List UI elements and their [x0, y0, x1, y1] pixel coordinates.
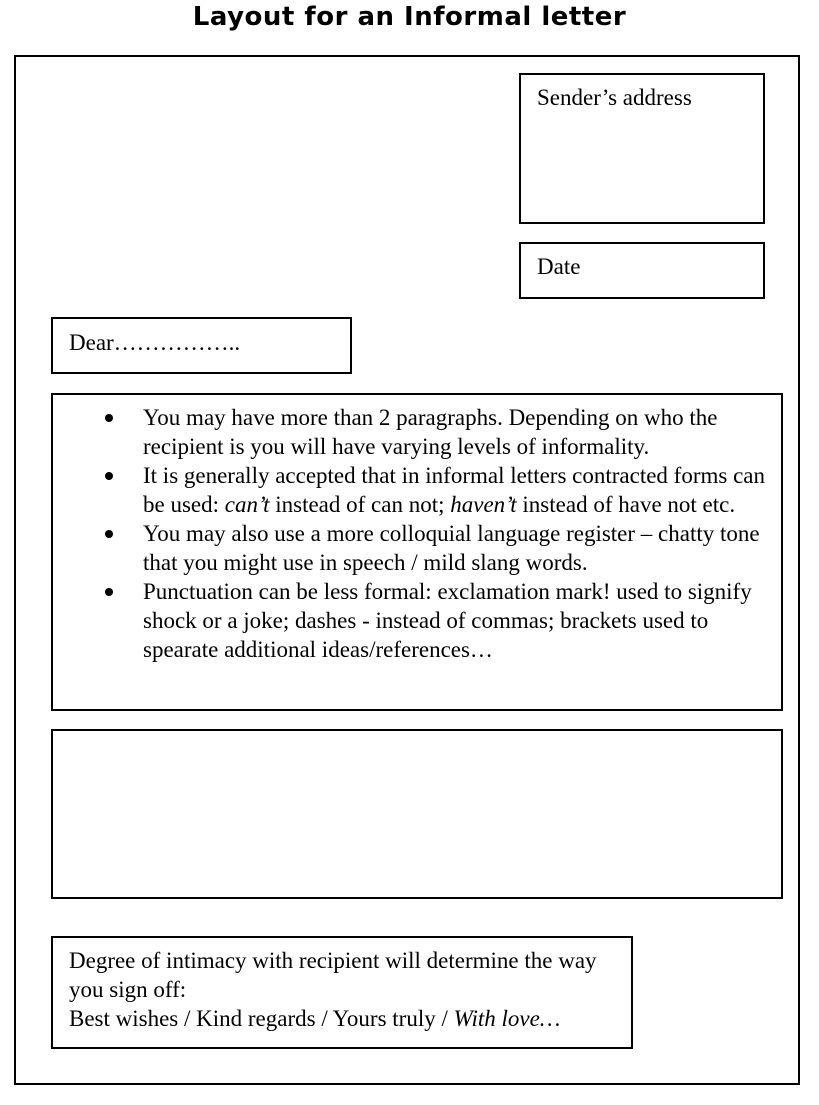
tip-text-part: instead of have not etc. — [516, 492, 736, 517]
tip-text: You may also use a more colloquial language register – chatty tone that you might use in speech / mild slang words. — [143, 521, 760, 575]
date-box — [519, 242, 765, 299]
tip-text-italic: can’t — [224, 492, 270, 517]
signoff-intro: Degree of intimacy with recipient will determine the way you sign off: — [69, 948, 597, 1002]
list-item — [105, 519, 765, 577]
list-item — [105, 461, 765, 519]
tip-text: Punctuation can be less formal: exclamation mark! used to signify shock or a joke; dashes - instead of commas; brackets used to spearate additional ideas/references… — [143, 579, 752, 662]
tip-text-italic: haven’t — [450, 492, 517, 517]
signoff-options-text: Best wishes / Kind regards / Yours truly / — [69, 1006, 448, 1031]
list-item — [105, 403, 765, 461]
tips-list — [105, 403, 765, 664]
bullet-icon — [105, 472, 113, 480]
body-paragraphs-box — [51, 393, 783, 711]
sender-address-label: Sender’s address — [537, 85, 692, 110]
signoff-options-italic: With love… — [447, 1006, 561, 1031]
tip-text-part: It is generally accepted that in informal letters contracted forms can be used: — [143, 463, 766, 517]
bullet-icon — [105, 414, 113, 422]
empty-paragraph-box — [51, 729, 783, 899]
date-label: Date — [537, 254, 581, 279]
greeting-box — [51, 317, 352, 374]
tip-text: You may have more than 2 paragraphs. Depending on who the recipient is you will have varying levels of informality. — [143, 405, 718, 459]
page-title: Layout for an Informal letter — [192, 2, 627, 32]
greeting-text: Dear…………….. — [69, 330, 241, 355]
list-item — [105, 577, 765, 664]
signoff-box — [51, 936, 633, 1049]
bullet-icon — [105, 530, 113, 538]
sender-address-box — [519, 73, 765, 224]
signoff-options — [69, 1004, 615, 1033]
tip-text-part: instead of can not; — [269, 492, 451, 517]
bullet-icon — [105, 588, 113, 596]
